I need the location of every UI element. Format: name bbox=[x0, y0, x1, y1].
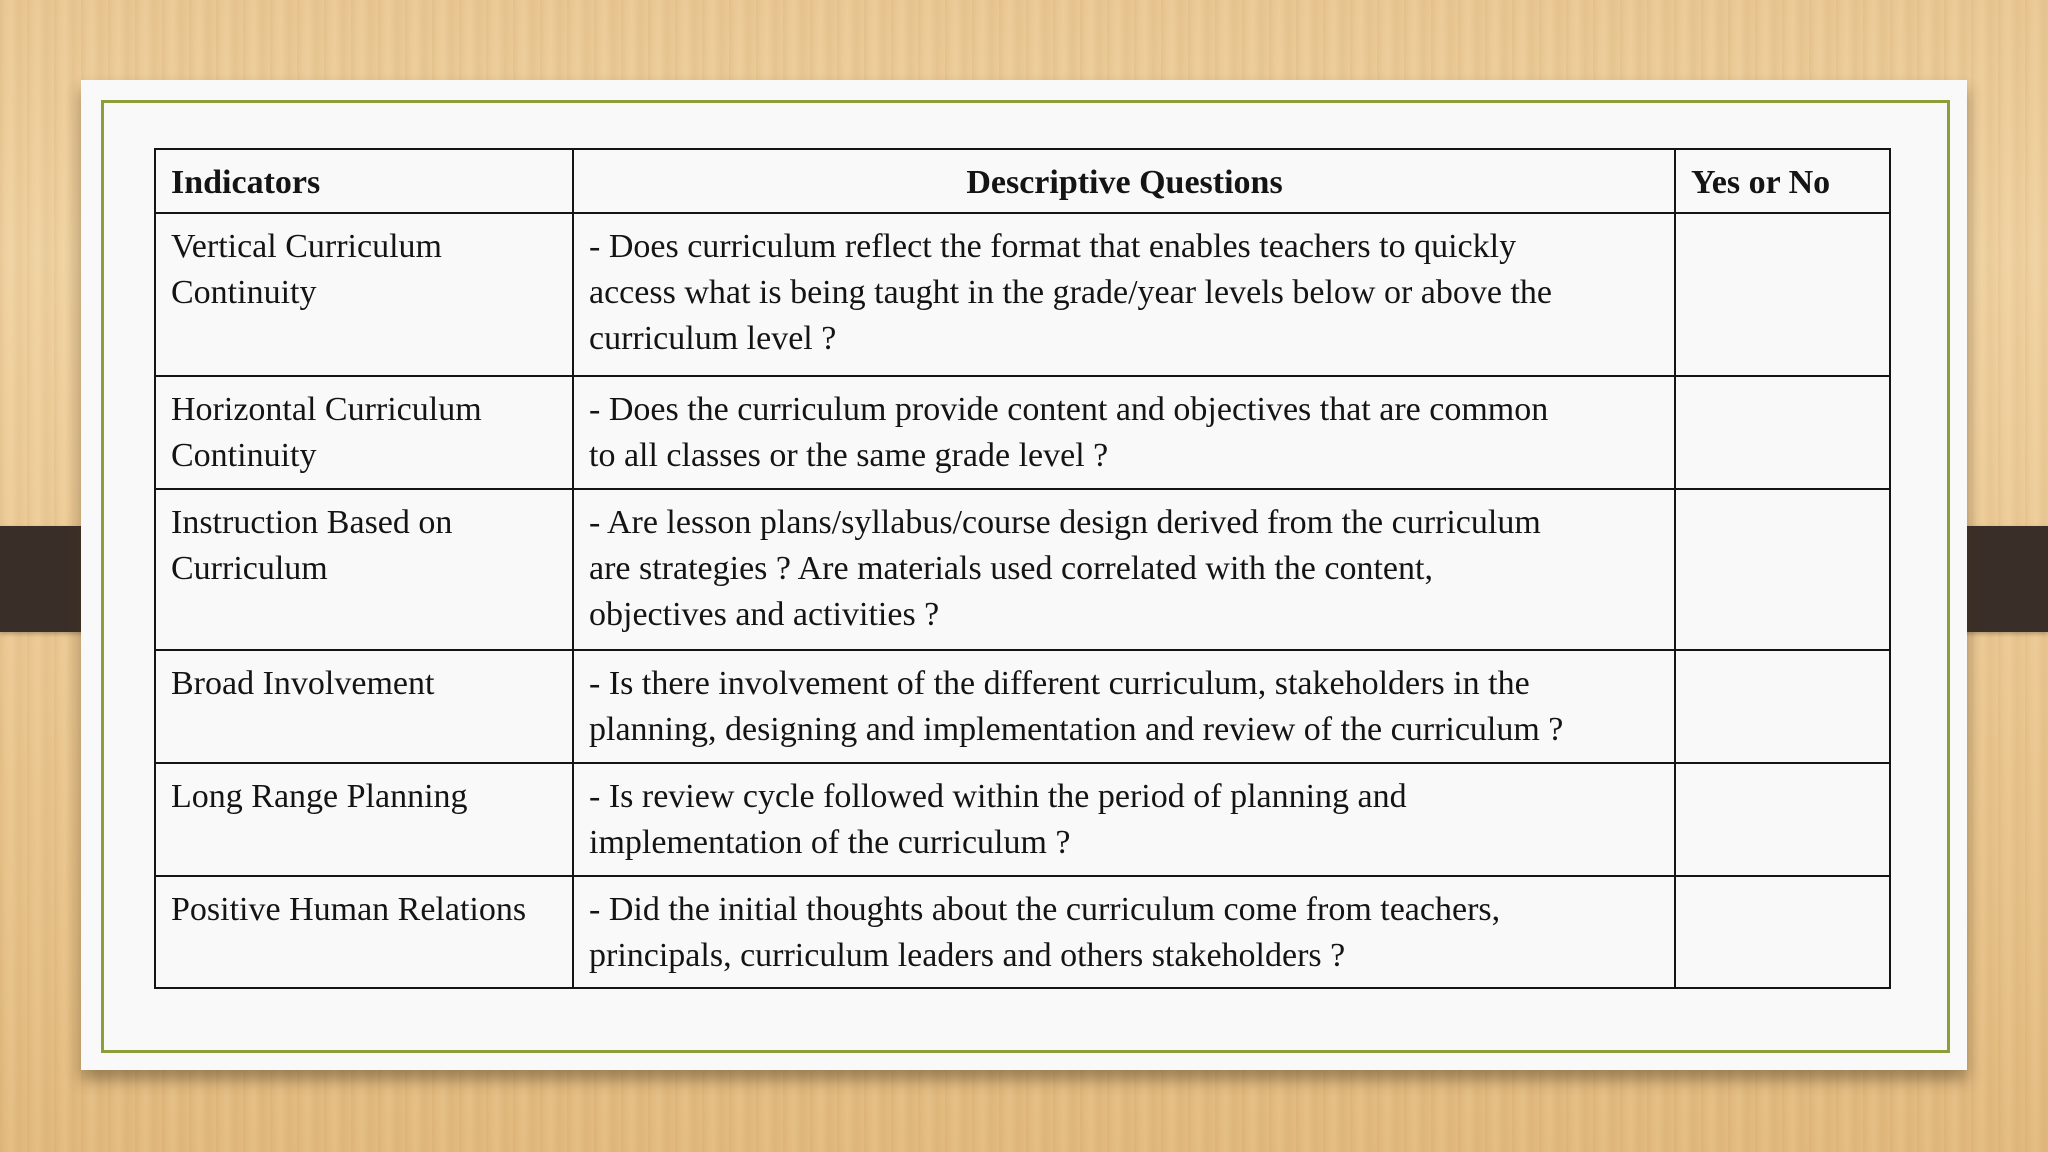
table-row bbox=[155, 876, 1890, 988]
table-row bbox=[155, 650, 1890, 763]
question-line: planning, designing and implementation and review of the curriculum ? bbox=[589, 711, 1564, 748]
indicator-line: Horizontal Curriculum bbox=[171, 391, 482, 428]
answer-cell[interactable] bbox=[1675, 376, 1890, 489]
indicator-line: Curriculum bbox=[171, 550, 328, 587]
indicator-line: Positive Human Relations bbox=[171, 891, 527, 928]
question-line: - Is there involvement of the different curriculum, stakeholders in the bbox=[589, 665, 1530, 702]
question-cell bbox=[573, 489, 1675, 650]
question-line: objectives and activities ? bbox=[589, 596, 940, 633]
question-cell bbox=[573, 876, 1675, 988]
table-row bbox=[155, 489, 1890, 650]
header-descriptive-questions: Descriptive Questions bbox=[573, 149, 1675, 213]
question-line: - Are lesson plans/syllabus/course design derived from the curriculum bbox=[589, 504, 1541, 541]
indicator-cell bbox=[155, 876, 573, 988]
indicator-cell bbox=[155, 489, 573, 650]
header-yes-or-no: Yes or No bbox=[1675, 149, 1890, 213]
indicator-cell bbox=[155, 763, 573, 876]
slide-card bbox=[81, 80, 1967, 1070]
header-row bbox=[155, 149, 1890, 213]
question-line: - Did the initial thoughts about the curriculum come from teachers, bbox=[589, 891, 1501, 928]
question-line: implementation of the curriculum ? bbox=[589, 824, 1071, 861]
indicator-line: Instruction Based on bbox=[171, 504, 453, 541]
question-line: - Is review cycle followed within the period of planning and bbox=[589, 778, 1407, 815]
table-row bbox=[155, 376, 1890, 489]
answer-cell[interactable] bbox=[1675, 763, 1890, 876]
table-row bbox=[155, 213, 1890, 376]
table-row bbox=[155, 763, 1890, 876]
header-indicators: Indicators bbox=[155, 149, 573, 213]
indicator-line: Broad Involvement bbox=[171, 665, 435, 702]
indicator-cell bbox=[155, 376, 573, 489]
question-line: are strategies ? Are materials used correlated with the content, bbox=[589, 550, 1433, 587]
answer-cell[interactable] bbox=[1675, 650, 1890, 763]
answer-cell[interactable] bbox=[1675, 489, 1890, 650]
indicator-cell bbox=[155, 650, 573, 763]
question-cell bbox=[573, 376, 1675, 489]
indicator-cell bbox=[155, 213, 573, 376]
indicator-line: Vertical Curriculum bbox=[171, 228, 442, 265]
answer-cell[interactable] bbox=[1675, 876, 1890, 988]
question-line: curriculum level ? bbox=[589, 320, 837, 357]
question-line: principals, curriculum leaders and others stakeholders ? bbox=[589, 937, 1346, 974]
indicator-line: Continuity bbox=[171, 437, 317, 474]
question-line: to all classes or the same grade level ? bbox=[589, 437, 1109, 474]
question-line: - Does curriculum reflect the format that enables teachers to quickly bbox=[589, 228, 1517, 265]
question-cell bbox=[573, 650, 1675, 763]
indicator-line: Continuity bbox=[171, 274, 317, 311]
answer-cell[interactable] bbox=[1675, 213, 1890, 376]
indicator-line: Long Range Planning bbox=[171, 778, 468, 815]
question-cell bbox=[573, 763, 1675, 876]
question-line: access what is being taught in the grade/year levels below or above the bbox=[589, 274, 1552, 311]
indicators-table bbox=[154, 148, 1891, 989]
question-line: - Does the curriculum provide content and objectives that are common bbox=[589, 391, 1549, 428]
question-cell bbox=[573, 213, 1675, 376]
